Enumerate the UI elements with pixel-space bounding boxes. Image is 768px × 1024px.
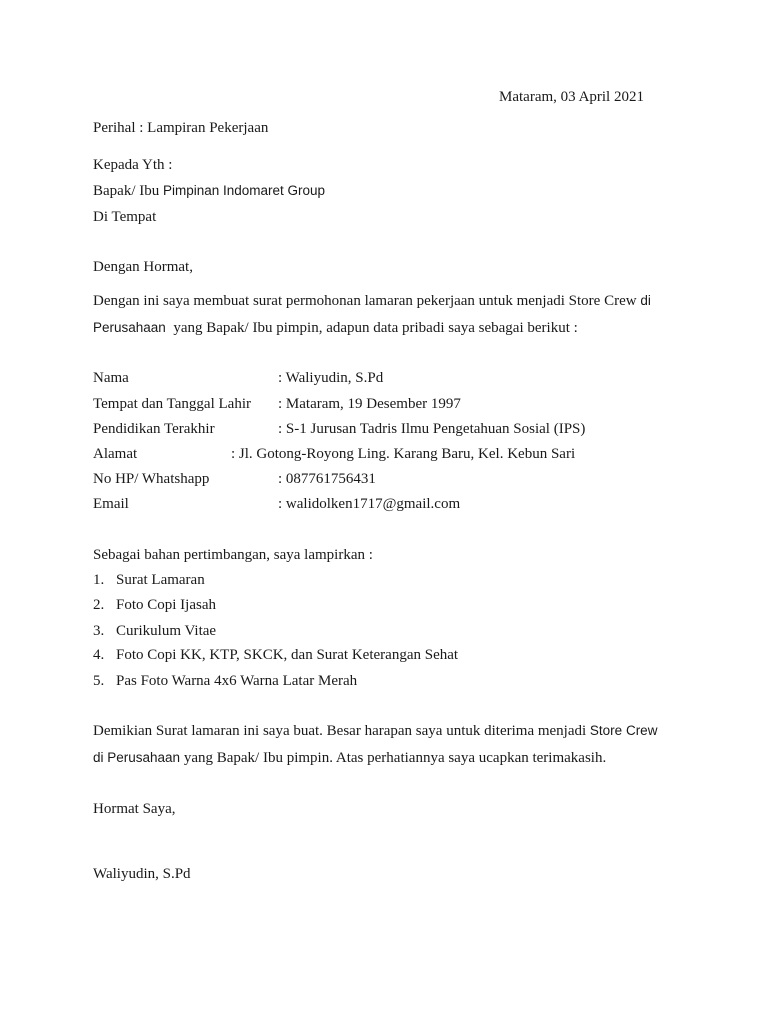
attachment-number: 3. [93,623,105,639]
intro-text-2: yang Bapak/ Ibu pimpin, adapun data pribadi saya sebagai berikut : [165,320,578,336]
data-value-ttl: : Mataram, 19 Desember 1997 [278,396,461,412]
data-label-nama: Nama [93,370,129,386]
salutation: Dengan Hormat, [93,259,193,275]
recipient-name [93,181,325,201]
attachments-intro: Sebagai bahan pertimbangan, saya lampirkan : [93,547,373,563]
signoff: Hormat Saya, [93,801,176,817]
attachment-item: Foto Copi Ijasah [116,597,216,613]
closing-sans-1: Store Crew [589,723,658,738]
recipient-prefix: Bapak/ Ibu [93,183,163,199]
attachment-number: 4. [93,647,105,663]
data-label-alamat: Alamat [93,446,138,462]
data-value-pendidikan: : S-1 Jurusan Tadris Ilmu Pengetahuan Sosial (IPS) [278,421,586,437]
data-value-nama: : Waliyudin, S.Pd [278,370,384,386]
attachment-item: Curikulum Vitae [116,623,217,639]
data-value-email: : walidolken1717@gmail.com [278,496,461,512]
closing-text-1: Demikian Surat lamaran ini saya buat. Besar harapan saya untuk diterima menjadi [93,723,590,739]
letter-date: Mataram, 03 April 2021 [499,89,644,105]
letter-subject: Perihal : Lampiran Pekerjaan [93,120,269,136]
recipient-location: Di Tempat [93,209,157,225]
attachment-number: 2. [93,597,105,613]
attachment-item: Surat Lamaran [116,572,205,588]
signature-name: Waliyudin, S.Pd [93,866,191,882]
data-label-ttl: Tempat dan Tanggal Lahir [93,396,251,412]
attachment-number: 5. [93,673,105,689]
data-value-hp: : 087761756431 [278,471,376,487]
closing-sans-2: di Perusahaan [93,750,181,765]
data-label-email: Email [93,496,129,512]
intro-line-1 [93,291,651,311]
closing-line-2 [93,748,606,768]
intro-line-2 [93,318,578,338]
attachment-item: Foto Copi KK, KTP, SKCK, dan Surat Keterangan Sehat [116,647,459,663]
attachment-item: Pas Foto Warna 4x6 Warna Latar Merah [116,673,358,689]
closing-text-2: yang Bapak/ Ibu pimpin. Atas perhatiannya saya ucapkan terimakasih. [180,750,607,766]
data-label-pendidikan: Pendidikan Terakhir [93,421,215,437]
intro-sans-2: Perusahaan [93,320,166,335]
intro-sans-1: di [636,293,651,308]
recipient-company: Pimpinan Indomaret Group [162,183,326,198]
intro-text-1: Dengan ini saya membuat surat permohonan lamaran pekerjaan untuk menjadi Store Crew [93,293,637,309]
recipient-greeting: Kepada Yth : [93,157,173,173]
data-value-alamat: : Jl. Gotong-Royong Ling. Karang Baru, Kel. Kebun Sari [231,446,576,462]
attachment-number: 1. [93,572,105,588]
closing-line-1 [93,721,657,741]
data-label-hp: No HP/ Whatshapp [93,471,210,487]
